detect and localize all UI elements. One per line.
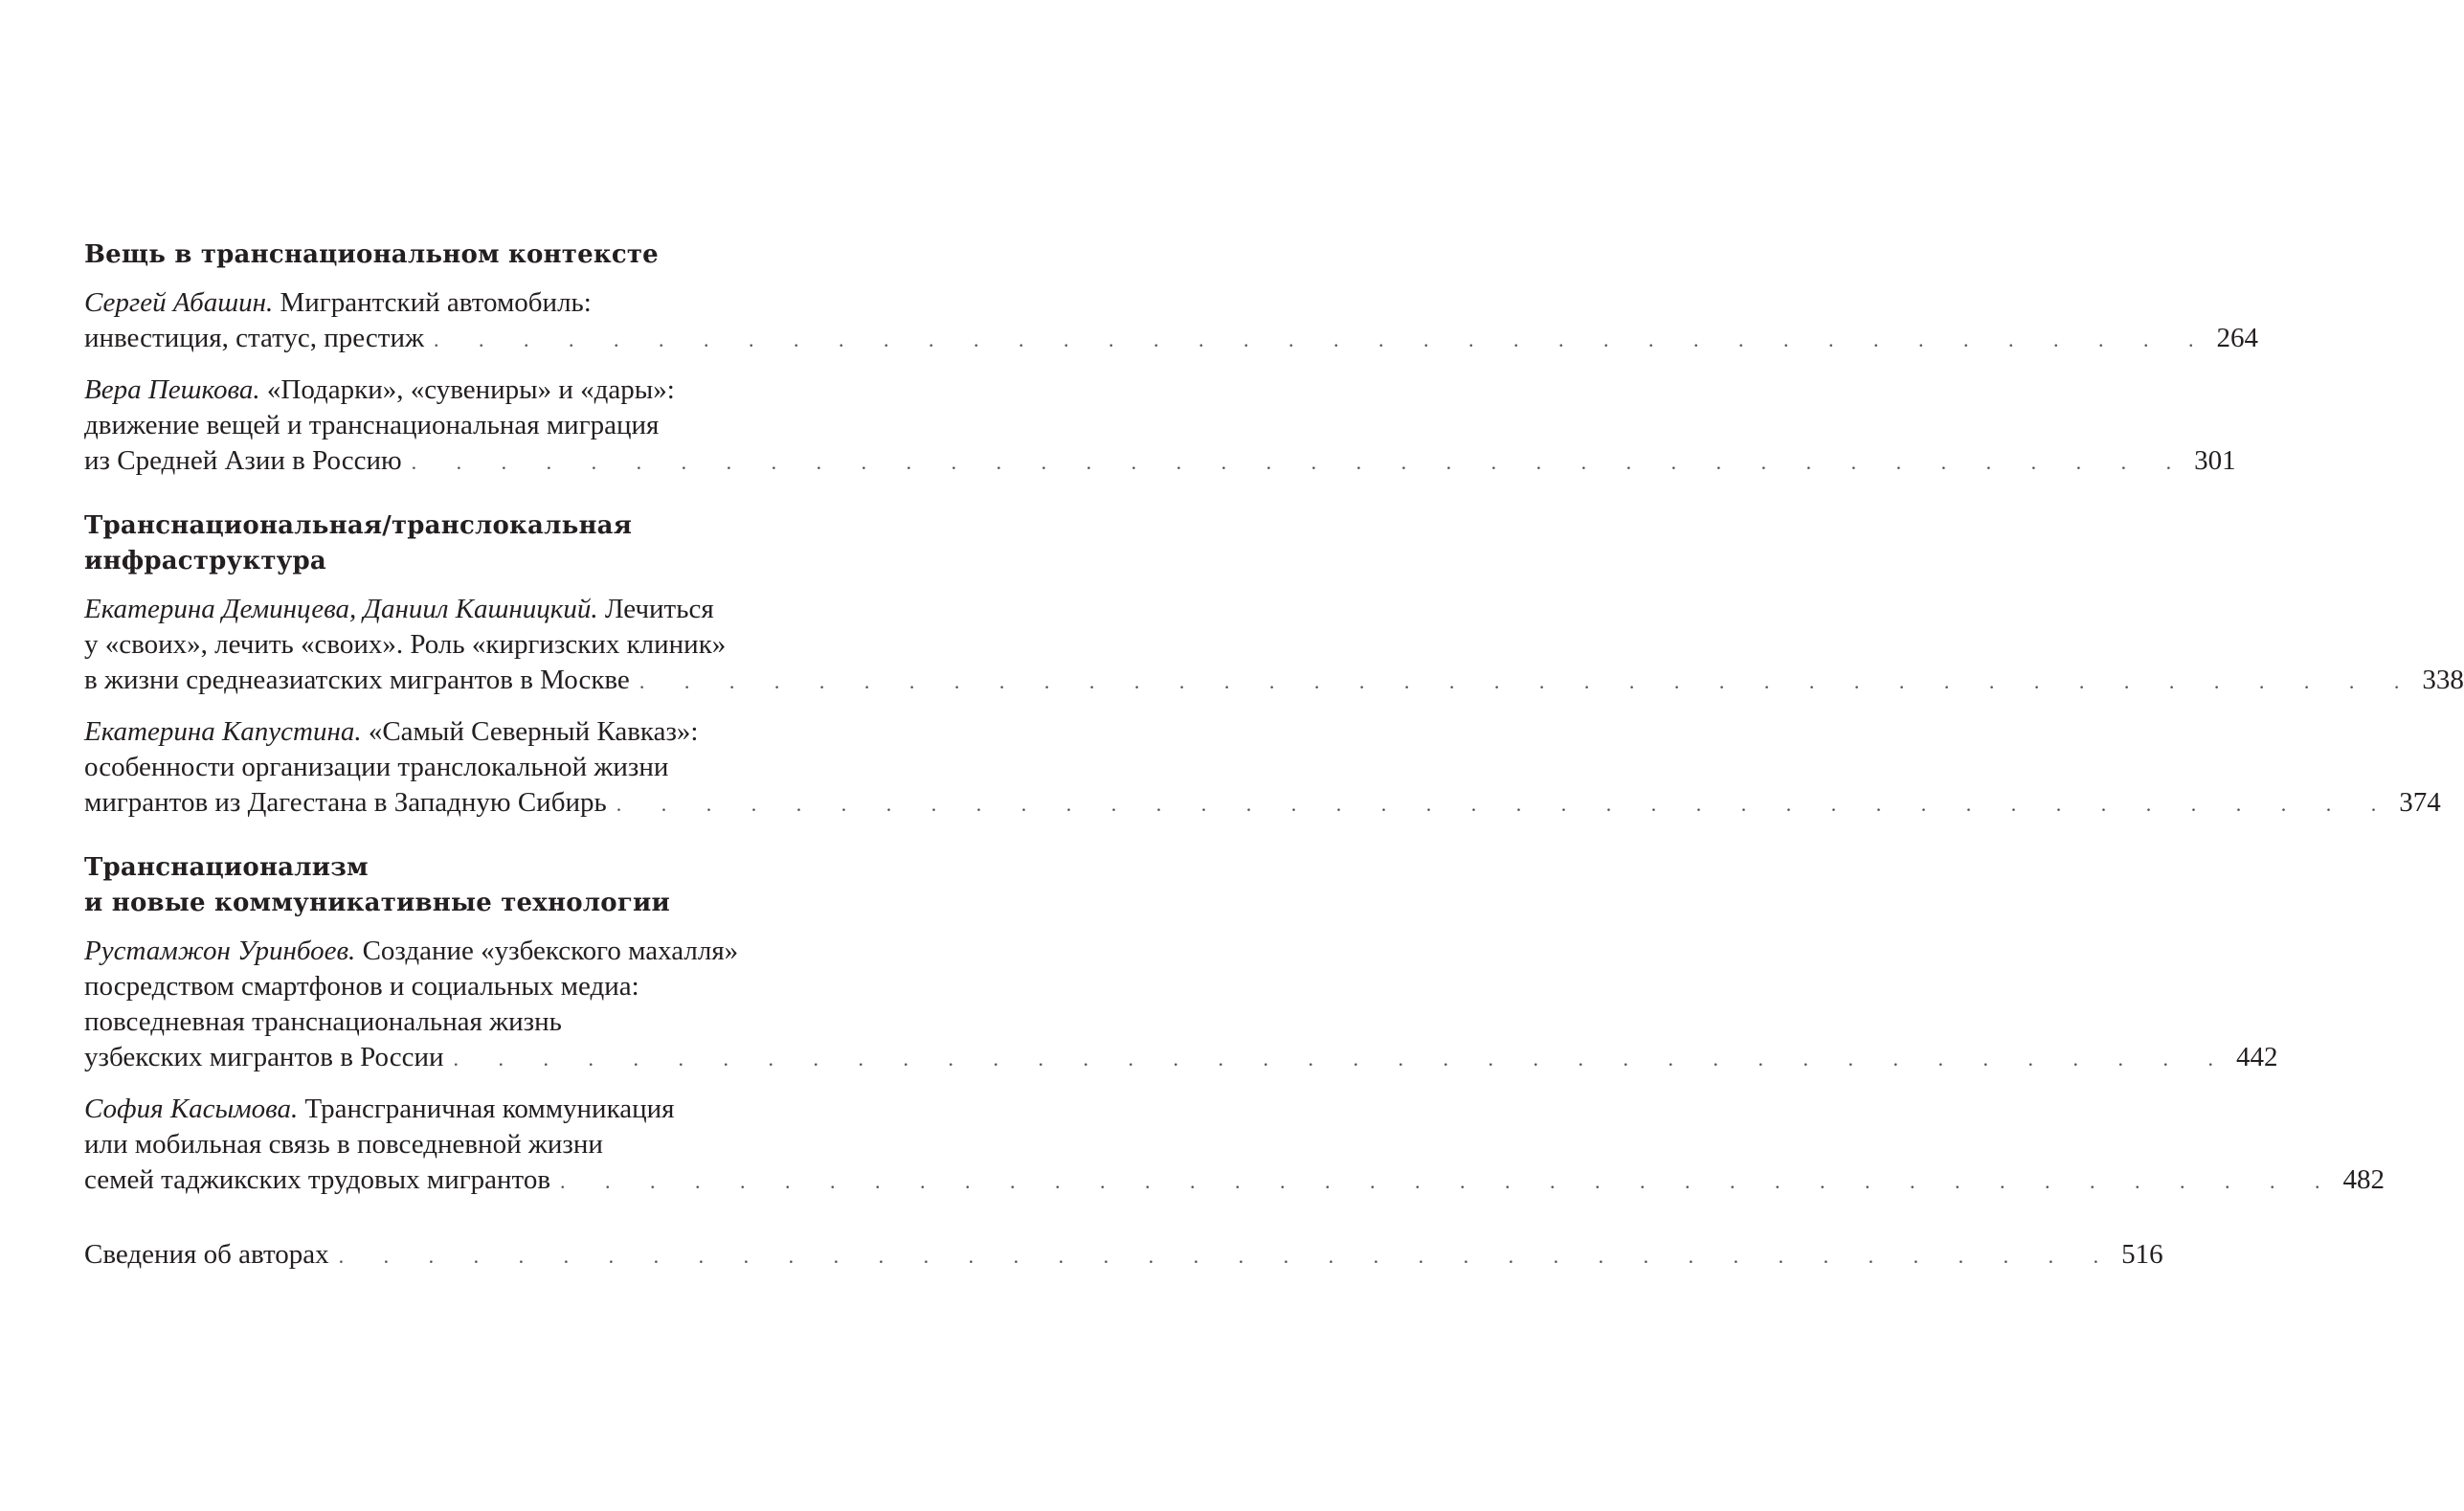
toc-entry[interactable]	[84, 1092, 2386, 1199]
section-title	[84, 850, 807, 921]
entry-first-line	[84, 372, 807, 408]
section-title	[84, 508, 807, 579]
entry-page-number: 516	[2121, 1239, 2163, 1270]
entry-title-end: семей таджикских трудовых мигрантов	[84, 1164, 551, 1195]
entry-title-end: из Средней Азии в Россию	[84, 445, 402, 476]
entry-middle-line: или мобильная связь в повседневной жизни	[84, 1129, 603, 1160]
leader-dots: . . . . . . . . . . . . . . . . . . . . . . . . . . . . . . . . . . . . . . . .	[338, 1244, 2117, 1268]
table-of-contents	[84, 237, 2464, 1274]
entry-last-line	[84, 785, 2441, 822]
section-title-line: Транснациональная/транслокальная	[84, 511, 633, 540]
entry-page-number: 482	[2342, 1164, 2386, 1195]
toc-entry[interactable]	[84, 285, 2258, 357]
leader-dots: . . . . . . . . . . . . . . . . . . . . . . . . . . . . . . . . . . . . . . . .	[616, 792, 2394, 816]
toc-entry[interactable]	[84, 372, 2236, 480]
entry-title-end: мигрантов из Дагестана в Западную Сибирь	[84, 787, 607, 818]
toc-entry[interactable]	[84, 934, 2278, 1076]
entry-title-start: «Подарки», «сувениры» и «дары»:	[266, 374, 675, 405]
leader-dots: . . . . . . . . . . . . . . . . . . . . . . . . . . . . . . . . . . . . . . . .	[453, 1047, 2231, 1071]
entry-first-line	[84, 714, 807, 750]
entry-last-line	[84, 663, 2464, 699]
entry-author: Рустамжон Уринбоев.	[84, 936, 356, 966]
entry-title-start: Трансграничная коммуникация	[304, 1094, 675, 1124]
leader-dots: . . . . . . . . . . . . . . . . . . . . . . . . . . . . . . . . . . . . . . . .	[638, 669, 2417, 693]
leader-dots: . . . . . . . . . . . . . . . . . . . . . . . . . . . . . . . . . . . . . . . .	[411, 450, 2189, 474]
leader-dots: . . . . . . . . . . . . . . . . . . . . . . . . . . . . . . . . . . . . . . . .	[560, 1169, 2338, 1193]
entry-title-start: «Самый Северный Кавказ»:	[368, 716, 699, 747]
entry-first-line	[84, 285, 807, 321]
section-title-line: инфраструктура	[84, 547, 326, 575]
entry-title-start: Создание «узбекского махалля»	[362, 936, 739, 966]
section-title-line: и новые коммуникативные технологии	[84, 889, 670, 917]
toc-entry[interactable]	[84, 714, 2441, 822]
entry-last-line	[84, 321, 2258, 357]
entry-middle-line: особенности организации транслокальной жизни	[84, 752, 669, 782]
entry-page-number: 338	[2422, 665, 2464, 695]
entry-title: Сведения об авторах	[84, 1239, 329, 1270]
entry-author: Вера Пешкова.	[84, 374, 260, 405]
entry-title-start: Мигрантский автомобиль:	[280, 287, 592, 318]
entry-last-line	[84, 1040, 2278, 1076]
entry-first-line	[84, 1092, 807, 1127]
entry-page-number: 442	[2236, 1042, 2278, 1072]
section-title-line: Вещь в транснациональном контексте	[84, 240, 659, 269]
toc-section	[84, 850, 2386, 1199]
entry-last-line	[84, 443, 2236, 480]
entry-title-end: инвестиция, статус, престиж	[84, 323, 424, 353]
toc-entry-authors-info[interactable]	[84, 1237, 2163, 1274]
entry-author: София Касымова.	[84, 1094, 299, 1124]
entry-middle-line: у «своих», лечить «своих». Роль «киргизских клиник»	[84, 629, 727, 660]
entry-page-number: 301	[2194, 445, 2236, 476]
section-title	[84, 237, 807, 273]
entry-last-line	[84, 1237, 2163, 1274]
leader-dots: . . . . . . . . . . . . . . . . . . . . . . . . . . . . . . . . . . . . . . . .	[434, 327, 2211, 351]
entry-middle-line: повседневная транснациональная жизнь	[84, 1006, 562, 1037]
entry-title-end: узбекских мигрантов в России	[84, 1042, 444, 1072]
section-title-line: Транснационализм	[84, 853, 369, 882]
entry-author: Екатерина Деминцева, Даниил Кашницкий.	[84, 594, 598, 624]
entry-middle-line: движение вещей и транснациональная миграция	[84, 410, 660, 440]
entry-title-start: Лечиться	[604, 594, 714, 624]
entry-first-line	[84, 592, 807, 627]
toc-section	[84, 237, 2258, 480]
entry-author: Сергей Абашин.	[84, 287, 274, 318]
entry-page-number: 374	[2399, 787, 2441, 818]
entry-title-end: в жизни среднеазиатских мигрантов в Москве	[84, 665, 630, 695]
toc-entry[interactable]	[84, 592, 2464, 699]
entry-last-line	[84, 1162, 2386, 1199]
entry-page-number: 264	[2216, 323, 2258, 353]
entry-middle-line: посредством смартфонов и социальных медиа:	[84, 971, 639, 1002]
toc-section	[84, 508, 2464, 822]
entry-author: Екатерина Капустина.	[84, 716, 362, 747]
entry-first-line	[84, 934, 807, 969]
